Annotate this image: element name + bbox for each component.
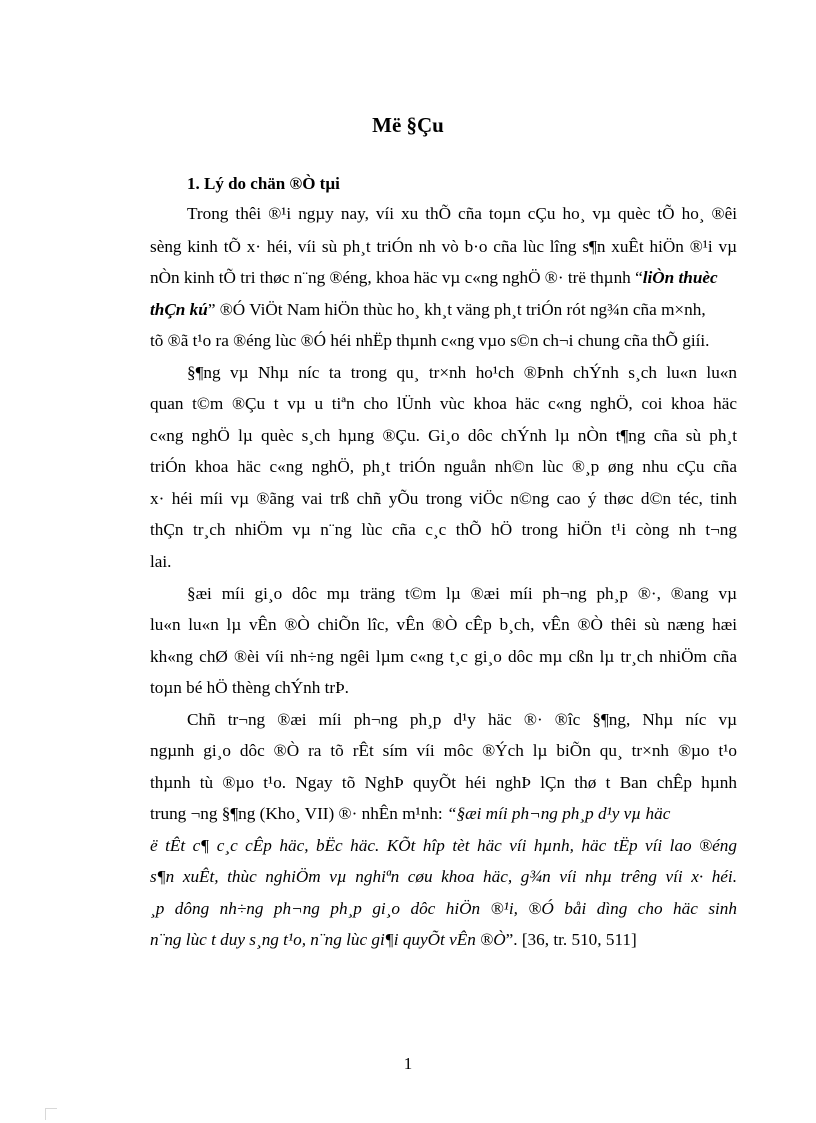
text-line: thÇn tr¸ch nhiÖm vµ n¨ng lùc cña c¸c thÕ hÖ trong hiÖn t¹i còng nh t¬ng: [150, 520, 737, 539]
page-number: 1: [403, 1054, 413, 1073]
text-line: nÒn kinh tÕ tri thøc n¨ng ®éng, khoa häc vµ c«ng nghÖ ®· trë thµnh “liÒn thuèc: [150, 268, 718, 287]
text-line: lai.: [150, 552, 172, 571]
text-line: [150, 929, 737, 951]
text-line: §¶ng vµ Nhµ níc ta trong qu¸ tr×nh ho¹ch ®Þnh chÝnh s¸ch lu«n lu«n: [187, 363, 737, 382]
text-line: kh«ng chØ ®èi víi nh÷ng ngêi lµm c«ng t¸c gi¸o dôc mµ cßn lµ tr¸ch nhiÖm cña: [150, 647, 737, 666]
text-line: c«ng nghÖ lµ quèc s¸ch hµng ®Çu. Gi¸o dôc chÝnh lµ nÒn t¶ng cña sù ph¸t: [150, 426, 737, 445]
text-line: lu«n lu«n lµ vÊn ®Ò chiÕn lîc, vÊn ®Ò cÊp b¸ch, vÊn ®Ò thêi sù næng hæi: [150, 615, 737, 634]
quote-line: ë tÊt c¶ c¸c cÊp häc, bËc häc. KÕt hîp tèt häc víi hµnh, häc tËp víi lao ®éng: [150, 836, 737, 855]
page-title: Më §Çu: [372, 113, 444, 137]
page-corner-mark: [45, 1108, 46, 1120]
text-line: quan t©m ®Çu t vµ u tiªn cho lÜnh vùc khoa häc c«ng nghÖ, coi khoa häc: [150, 394, 737, 413]
text-line: triÓn khoa häc c«ng nghÖ, ph¸t triÓn nguån nh©n lùc ®¸p øng nhu cÇu cña: [150, 457, 737, 476]
page-corner-mark: [45, 1108, 57, 1109]
text-line: §æi míi gi¸o dôc mµ träng t©m lµ ®æi míi ph¬ng ph¸p ®·, ®ang vµ: [187, 584, 737, 603]
text-line: tõ ®ã t¹o ra ®éng lùc ®Ó héi nhËp thµnh c«ng vµo s©n ch¬i chung cña thÕ giíi.: [150, 331, 710, 350]
quote-text: “§æi míi ph¬ng ph¸p d¹y vµ häc: [446, 804, 671, 823]
text-line: Chñ tr¬ng ®æi míi ph¬ng ph¸p d¹y häc ®· ®îc §¶ng, Nhµ níc vµ: [187, 710, 737, 729]
citation: ”. [36, tr. 510, 511]: [505, 930, 637, 949]
quote-line: s¶n xuÊt, thùc nghiÖm vµ nghiªn cøu khoa häc, g¾n víi nhµ trêng víi x· héi.: [150, 867, 737, 886]
emphasis-text: liÒn thuèc: [642, 268, 718, 287]
text-line: thÇn kú” ®Ó ViÖt Nam hiÖn thùc ho¸ kh¸t väng ph¸t triÓn rót ng¾n cña m×nh,: [150, 300, 706, 319]
section-heading: 1. Lý do chän ®Ò tµi: [187, 174, 340, 193]
text-line: Trong thêi ®¹i ngµy nay, víi xu thÕ cña toµn cÇu ho¸ vµ quèc tÕ ho¸ ®êi: [187, 204, 737, 223]
text-line: sèng kinh tÕ x· héi, víi sù ph¸t triÓn nh vò b·o cña lùc lîng s¶n xuÊt hiÖn ®¹i vµ: [150, 237, 737, 256]
text-line: ngµnh gi¸o dôc ®Ò ra tõ rÊt sím víi môc ®Ých lµ biÕn qu¸ tr×nh ®µo t¹o: [150, 741, 737, 760]
text-line: thµnh tù ®µo t¹o. Ngay tõ NghÞ quyÕt héi nghÞ lÇn thø t Ban chÊp hµnh: [150, 773, 737, 792]
text-line: trung ¬ng §¶ng (Kho¸ VII) ®· nhÊn m¹nh: “§æi míi ph¬ng ph¸p d¹y vµ häc: [150, 804, 671, 823]
quote-text: n¨ng lùc t duy s¸ng t¹o, n¨ng lùc gi¶i quyÕt vÊn ®Ò: [150, 930, 506, 949]
text-line: toµn bé hÖ thèng chÝnh trÞ.: [150, 678, 349, 697]
quote-line: ¸p dông nh÷ng ph¬ng ph¸p gi¸o dôc hiÖn ®¹i, ®Ó båi dìng cho häc sinh: [150, 899, 737, 918]
emphasis-text: thÇn kú: [150, 300, 208, 319]
text-line: x· héi míi vµ ®ãng vai trß chñ yÕu trong viÖc n©ng cao ý thøc d©n téc, tinh: [150, 489, 737, 508]
